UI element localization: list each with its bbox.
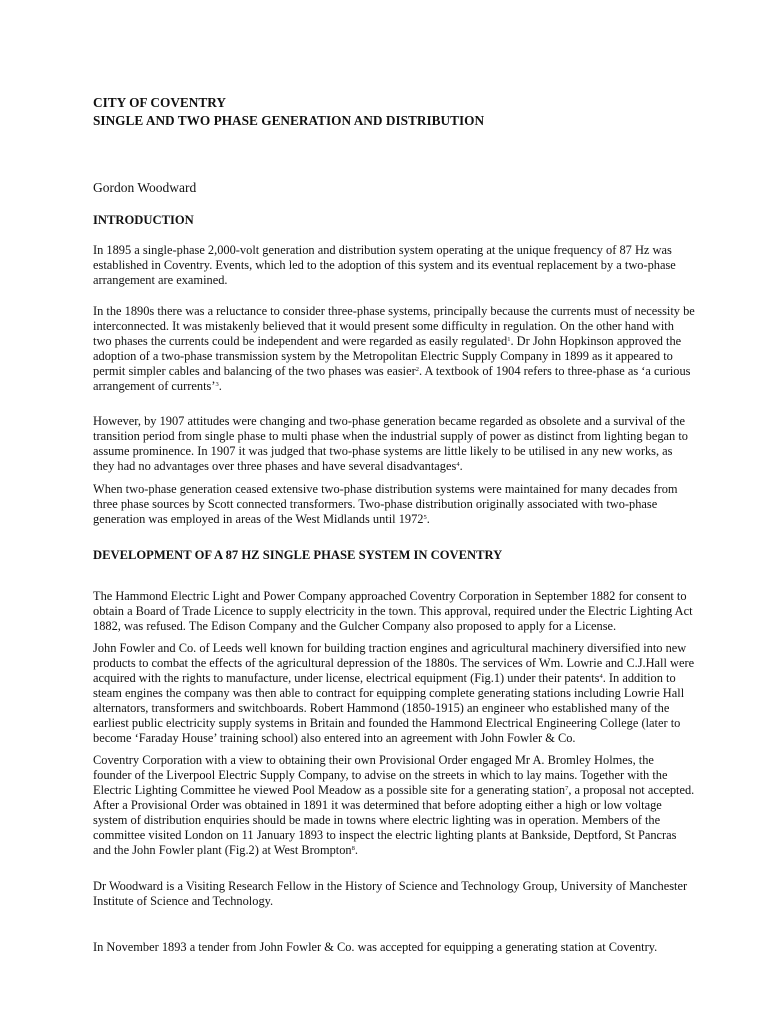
closing-paragraph: In November 1893 a tender from John Fowler & Co. was accepted for equipping a generating station at Coventry.: [93, 940, 658, 954]
development-paragraph-3: Coventry Corporation with a view to obtaining their own Provisional Order engaged Mr A. Bromley Holmes, the founder of the Liverpool Electric Supply Company, to advise on the streets in which to lay mains. Together with the Electric Lighting Committee he viewed Pool Meadow as a possible site for a generating station$^7$, a proposal not accepted. After a Provisional Order was obtained in 1891 it was determined that before adopting either a high or low voltage system of distribution enquiries should be made in towns where electric lighting was in operation. Members of the committee visited London on 11 January 1893 to inspect the electric lighting plants at Bankside, Deptford, St Pancras and the John Fowler plant (Fig.2) at West Brompton$^8$.: [93, 753, 695, 857]
development-paragraph-1: The Hammond Electric Light and Power Company approached Coventry Corporation in September 1882 for consent to obtain a Board of Trade Licence to supply electricity in the town. This approval, required under the Electric Lighting Act 1882, was refused. The Edison Company and the Gulcher Company also proposed to apply for a License.: [93, 589, 693, 633]
title-line-2: SINGLE AND TWO PHASE GENERATION AND DISTRIBUTION: [93, 113, 485, 128]
section-heading-development: DEVELOPMENT OF A 87 HZ SINGLE PHASE SYSTEM IN COVENTRY: [93, 548, 503, 562]
author-name: Gordon Woodward: [93, 180, 197, 195]
footnote-ref-5: 5: [423, 514, 427, 521]
footnote-ref-2: 2: [415, 366, 419, 373]
title-line-1: CITY OF COVENTRY: [93, 95, 227, 110]
footnote-ref-6: 4: [599, 673, 603, 680]
section-heading-introduction: INTRODUCTION: [93, 213, 194, 227]
footnote-ref-4: 4: [456, 461, 460, 468]
intro-paragraph-3: However, by 1907 attitudes were changing and two-phase generation became regarded as obsolete and a survival of the transition period from single phase to multi phase when the industrial supply of power as distinct from lighting began to assume prominence. In 1907 it was judged that two-phase systems are little likely to be utilised in any new works, as they had no advantages over three phases and have several disadvantages$^4$.: [93, 414, 688, 473]
development-paragraph-2: John Fowler and Co. of Leeds well known for building traction engines and agricultural machinery diversified into new products to combat the effects of the agricultural depression of the 1880s. The services of Wm. Lowrie and C.J.Hall were acquired with the rights to manufacture, under license, electrical equipment (Fig.1) under their patents$^4$. In addition to steam engines the company was then able to contract for equipping complete generating stations including Lowrie Hall alternators, transformers and switchboards. Robert Hammond (1850-1915) an engineer who established many of the earliest public electricity supply systems in Britain and founded the Hammond Electrical Engineering College (later to become ‘Faraday House’ training school) also entered into an agreement with John Fowler & Co.: [93, 641, 695, 745]
footnote-ref-7: 7: [565, 785, 569, 792]
author-affiliation-note: Dr Woodward is a Visiting Research Fellow in the History of Science and Technology Group, University of Manchester Institute of Science and Technology.: [93, 879, 688, 908]
intro-paragraph-2: In the 1890s there was a reluctance to consider three-phase systems, principally because the currents must of necessity be interconnected. It was mistakenly believed that it would present some difficulty in regulation. On the other hand with two phases the currents could be independent and were regarded as easily regulated$^1$. Dr John Hopkinson approved the adoption of a two-phase transmission system by the Metropolitan Electric Supply Company in 1899 as it appeared to permit simpler cables and balancing of the two phases was easier$^2$. A textbook of 1904 refers to three-phase as ‘a curious arrangement of currents’$^3$.: [93, 304, 695, 393]
document-title: [93, 94, 695, 130]
footnote-ref-1: 1: [507, 336, 511, 343]
intro-paragraph-4: When two-phase generation ceased extensive two-phase distribution systems were maintained for many decades from three phase sources by Scott connected transformers. Two-phase distribution originally associated with two-phase generation was employed in areas of the West Midlands until 1972$^5$.: [93, 482, 678, 526]
footnote-ref-8: 8: [351, 845, 355, 852]
footnote-ref-3: 3: [215, 381, 219, 388]
intro-paragraph-1: In 1895 a single-phase 2,000-volt generation and distribution system operating at the unique frequency of 87 Hz was established in Coventry. Events, which led to the adoption of this system and its eventual replacement by a two-phase arrangement are examined.: [93, 243, 676, 287]
